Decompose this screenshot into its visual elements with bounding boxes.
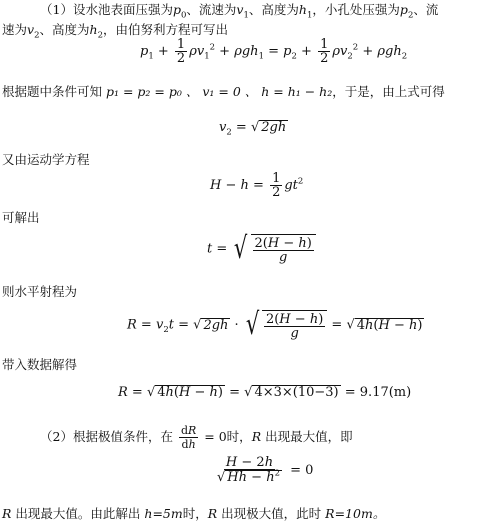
paragraph-5: 则水平射程为 [2,284,78,299]
paragraph-1-line-2: 速为$v_2$、高度为$h_2$，由伯努利方程可写出 [2,22,229,41]
time-equation: t = √ $\frac{2(H - h)}{g}$ [207,234,316,264]
paragraph-2: 根据题中条件可知 p₁ = p₂ = p₀ 、 v₁ = 0 、 h = h₁ − h₂，于是，由上式可得 [2,84,445,99]
paragraph-7: （2）根据极值条件，在 $\frac{dR}{dh}$ = 0时，R 出现最大值，即 [40,424,353,451]
paragraph-3: 又由运动学方程 [2,152,90,167]
paragraph-1-line-1: （1）设水池表面压强为$p_0$、流速为$v_1$、高度为$h_1$，小孔处压强为$p_2$、流 [40,2,439,21]
paragraph-4: 可解出 [2,210,40,225]
result-value: = 9.17(m) [344,385,412,400]
velocity-equation: $v_2$ = √ 2gh [219,120,287,138]
conditions-formula: p₁ = p₂ = p₀ 、 v₁ = 0 、 h = h₁ − h₂ [106,84,333,99]
bernoulli-equation: $p_1$ + $\frac{1}{2}$ $\rho v_1^2 + \rho gh_1 = p_2$ + $\frac{1}{2}$ $\rho v_2^2 + \rho gh_2$ [140,37,408,66]
kinematics-equation: H − h = $\frac{1}{2}$ $gt^2$ [210,171,304,200]
paragraph-6: 带入数据解得 [2,357,78,372]
extremum-equation: $\frac{H - 2h}{√ Hh - h^2}$ = 0 [217,455,314,485]
range-equation: $R = v_2t$ = √ 2gh · √ $\frac{2(H - h)}{g}$ = √ 4h(H − h) [127,307,423,342]
result-equation: R = √ 4h(H − h) = √ 4×3×(10−3) = 9.17(m) [118,385,412,400]
paragraph-8: R 出现最大值。由此解出 h=5m时，R 出现极大值，此时 R=10m。 [2,506,386,521]
